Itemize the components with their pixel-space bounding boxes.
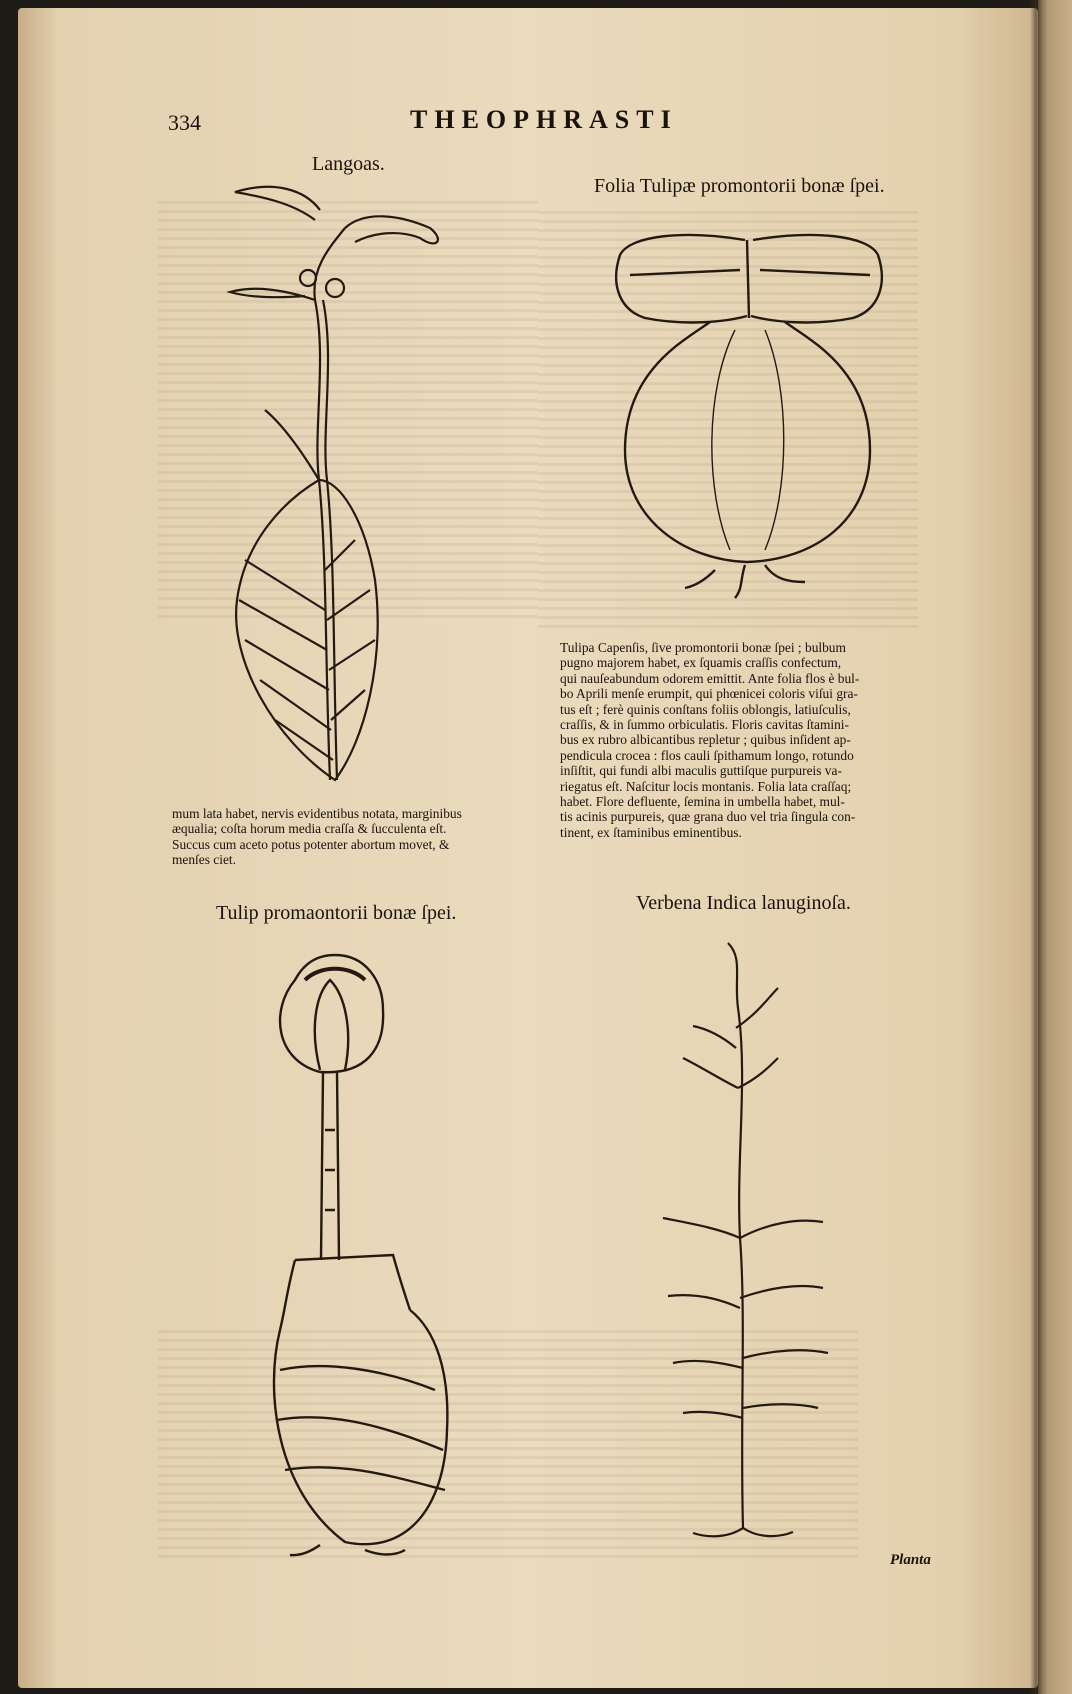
caption-folia-tulipae: Folia Tulipæ promontorii bonæ ſpei. [594,175,885,197]
folia-tulipae-woodcut [615,230,885,610]
text-line: inſiſtit, qui fundi albi maculis guttiſque purpureis va- [560,763,842,779]
running-head: THEOPHRASTI [410,105,678,134]
verbena-woodcut [648,938,868,1538]
caption-langoas: Langoas. [312,153,385,175]
text-line: Tulipa Capenſis, ſive promontorii bonæ ſpei ; bulbum [560,640,846,655]
caption-verbena: Verbena Indica lanuginoſa. [636,892,851,914]
right-paragraph [560,640,932,840]
text-line: habet. Flore defluente, ſemina in umbella habet, mul- [560,794,845,810]
text-line: Succus cum aceto potus potenter abortum movet, & [172,836,450,852]
caption-tulip-bulb: Tulip promaontorii bonæ ſpei. [216,902,457,924]
left-paragraph [172,806,534,868]
text-line: craſſis, & in ſummo orbiculatis. Floris cavitas ſtamini- [560,717,849,733]
langoas-woodcut [215,180,485,800]
text-line: menſes ciet. [172,852,236,868]
page-number: 334 [168,110,201,135]
text-line: pugno majorem habet, ex ſquamis craſſis confectum, [560,655,842,671]
text-line: tis acinis purpureis, quæ grana duo vel tria ſingula con- [560,809,856,825]
tulip-bulb-woodcut [265,950,480,1560]
catchword: Planta [890,1552,931,1568]
text-line: tinent, ex ſtaminibus eminentibus. [560,824,742,840]
text-line: pendicula crocea : flos cauli ſpithamum longo, rotundo [560,747,854,763]
text-line: bus ex rubro albicantibus repletur ; quibus inſident ap- [560,732,851,748]
text-line: mum lata habet, nervis evidentibus notata, marginibus [172,806,462,821]
text-line: riegatus eſt. Naſcitur locis montanis. Folia lata craſſaq; [560,778,852,794]
text-line: bo Aprili menſe erumpit, qui phœnicei coloris viſui gra- [560,686,858,702]
text-line: qui nauſeabundum odorem emittit. Ante folia flos è bul- [560,670,860,686]
facing-page-edge [1038,0,1072,1694]
text-line: æqualia; coſta horum media craſſa & ſucculenta eſt. [172,821,447,837]
page-gutter [1030,0,1042,1694]
text-line: tus eſt ; ferè quinis conſtans foliis oblongis, latiuſculis, [560,701,851,717]
